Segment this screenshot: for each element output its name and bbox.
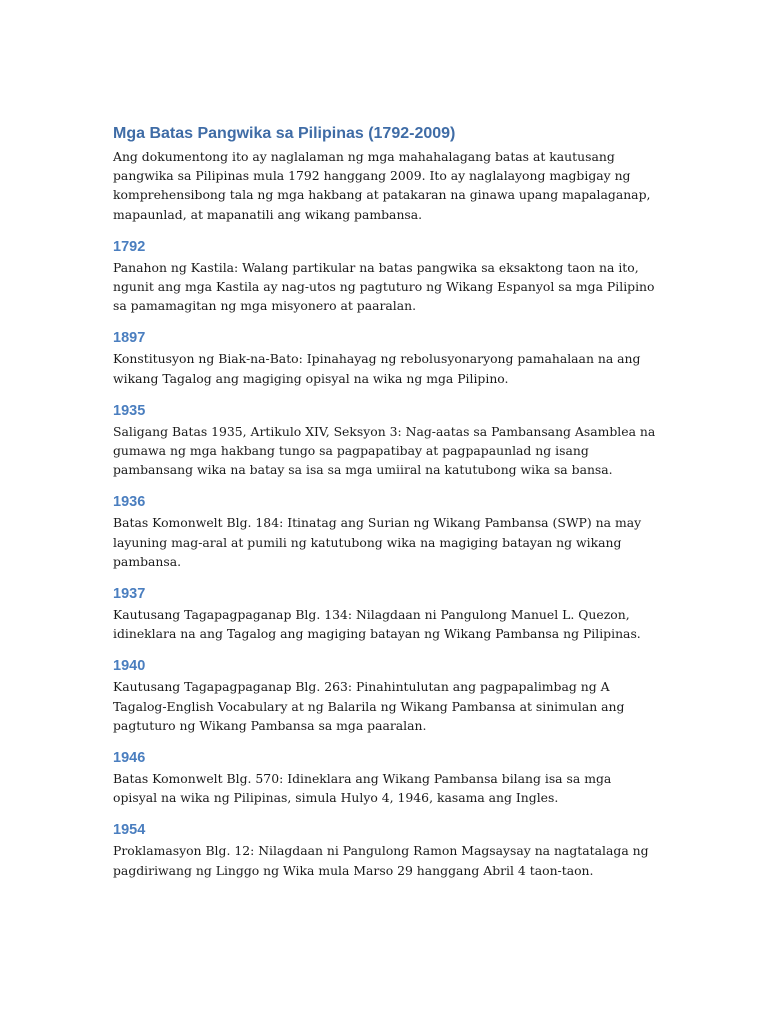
entry-text: Kautusang Tagapagpaganap Blg. 263: Pinahintulutan ang pagpapalimbag ng A Tagalog-English Vocabulary at ng Balarila ng Wikang Pambansa at sinimulan ang pagtuturo ng Wikang Pambansa sa mga paaralan.	[113, 679, 625, 733]
document-title: Mga Batas Pangwika sa Pilipinas (1792-2009)	[113, 125, 456, 142]
entry-year: 1897	[113, 330, 146, 347]
entry-year: 1940	[113, 658, 146, 675]
entry-1946	[113, 749, 658, 807]
entry-text: Batas Komonwelt Blg. 184: Itinatag ang Surian ng Wikang Pambansa (SWP) na may layuning mag-aral at pumili ng katutubong wika na magiging batayan ng wikang pambansa.	[113, 515, 642, 569]
entry-1940	[113, 657, 658, 735]
entry-1936	[113, 493, 658, 571]
entry-1792	[113, 238, 658, 316]
entry-1954	[113, 821, 658, 879]
entry-text: Saligang Batas 1935, Artikulo XIV, Seksyon 3: Nag-aatas sa Pambansang Asamblea na gumawa ng mga hakbang tungo sa pagpapatibay at pagpapaunlad ng isang pambansang wika na batay sa isa sa mga umiiral na katutubong wika sa bansa.	[113, 423, 656, 478]
entry-1897	[113, 329, 658, 387]
document-intro: Ang dokumentong ito ay naglalaman ng mga mahahalagang batas at kautusang pangwika sa Pilipinas mula 1792 hanggang 2009. Ito ay naglalayong magbigay ng komprehensibong tala ng mga hakbang at patakaran na ginawa upang mapalaganap, mapaunlad, at mapanatili ang wikang pambansa.	[113, 149, 651, 222]
entry-year: 1935	[113, 402, 146, 419]
entry-year: 1937	[113, 586, 146, 603]
entry-year: 1954	[113, 822, 146, 839]
entry-text: Konstitusyon ng Biak-na-Bato: Ipinahayag ng rebolusyonaryong pamahalaan na ang wikang Tagalog ang magiging opisyal na wika ng mga Pilipino.	[113, 351, 641, 386]
document-body	[113, 124, 658, 880]
entry-year: 1946	[113, 750, 146, 767]
entry-text: Batas Komonwelt Blg. 570: Idineklara ang Wikang Pambansa bilang isa sa mga opisyal na wika ng Pilipinas, simula Hulyo 4, 1946, kasama ang Ingles.	[113, 771, 612, 806]
entry-1935	[113, 402, 658, 480]
entry-text: Panahon ng Kastila: Walang partikular na batas pangwika sa eksaktong taon na ito, ngunit ang mga Kastila ay nag-utos ng pagtuturo ng Wikang Espanyol sa mga Pilipino sa pamamagitan ng mga misyonero at paaralan.	[113, 259, 655, 314]
entry-1937	[113, 585, 658, 643]
entry-text: Kautusang Tagapagpaganap Blg. 134: Nilagdaan ni Pangulong Manuel L. Quezon, idineklara na ang Tagalog ang magiging batayan ng Wikang Pambansa ng Pilipinas.	[113, 607, 641, 642]
entry-text: Proklamasyon Blg. 12: Nilagdaan ni Pangulong Ramon Magsaysay na nagtatalaga ng pagdiriwang ng Linggo ng Wika mula Marso 29 hanggang Abril 4 taon-taon.	[113, 843, 649, 878]
entry-year: 1792	[113, 238, 146, 255]
entry-year: 1936	[113, 494, 146, 511]
